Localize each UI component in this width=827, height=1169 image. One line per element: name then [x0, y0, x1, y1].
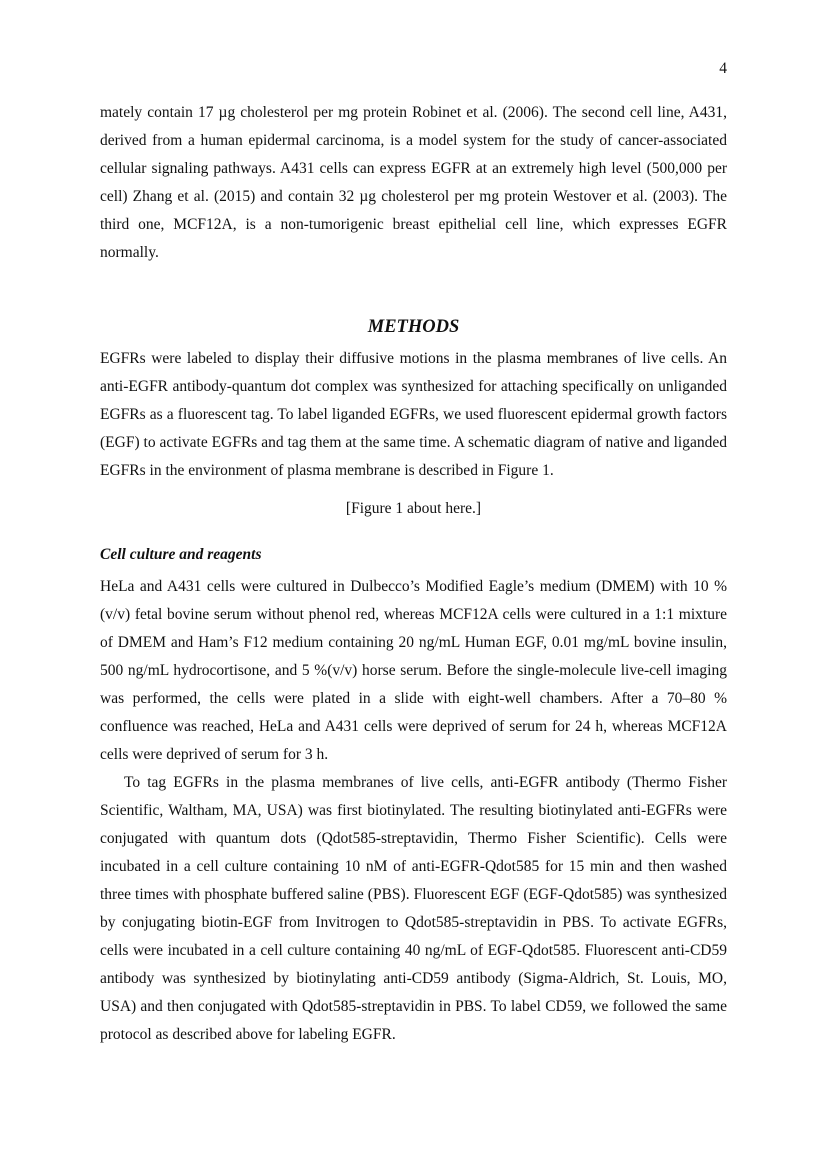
methods-paragraph: EGFRs were labeled to display their diffusive motions in the plasma membranes of live cells. An anti-EGFR antibody-quantum dot complex was synthesized for attaching specifically on unliganded EGFRs as a fluorescent tag. To label liganded EGFRs, we used fluorescent epidermal growth factors (EGF) to activate EGFRs and tag them at the same time. A schematic diagram of native and liganded EGFRs in the environment of plasma membrane is described in Figure 1. [100, 350, 727, 479]
intro-paragraph: mately contain 17 µg cholesterol per mg protein Robinet et al. (2006). The second cell line, A431, derived from a human epidermal carcinoma, is a model system for the study of cancer-associated cellular signaling pathways. A431 cells can express EGFR at an extremely high level (500,000 per cell) Zhang et al. (2015) and contain 32 µg cholesterol per mg protein Westover et al. (2003). The third one, MCF12A, is a non-tumorigenic breast epithelial cell line, which expresses EGFR normally. [100, 104, 727, 261]
page-content [100, 99, 727, 1049]
figure-placeholder-note: [Figure 1 about here.] [345, 500, 482, 517]
cell-culture-paragraph-2: To tag EGFRs in the plasma membranes of live cells, anti-EGFR antibody (Thermo Fisher Scientific, Waltham, MA, USA) was first biotinylated. The resulting biotinylated anti-EGFRs were conjugated with quantum dots (Qdot585-streptavidin, Thermo Fisher Scientific). Cells were incubated in a cell culture containing 10 nM of anti-EGFR-Qdot585 for 15 min and then washed three times with phosphate buffered saline (PBS). Fluorescent EGF (EGF-Qdot585) was synthesized by conjugating biotin-EGF from Invitrogen to Qdot585-streptavidin in PBS. To activate EGFRs, cells were incubated in a cell culture containing 40 ng/mL of EGF-Qdot585. Fluorescent anti-CD59 antibody was synthesized by biotinylating anti-CD59 antibody (Sigma-Aldrich, St. Louis, MO, USA) and then conjugated with Qdot585-streptavidin in PBS. To label CD59, we followed the same protocol as described above for labeling EGFR. [100, 774, 727, 1043]
cell-culture-heading: Cell culture and reagents [100, 546, 262, 563]
cell-culture-paragraph-1: HeLa and A431 cells were cultured in Dulbecco’s Modified Eagle’s medium (DMEM) with 10 % (v/v) fetal bovine serum without phenol red, whereas MCF12A cells were cultured in a 1:1 mixture of DMEM and Ham’s F12 medium containing 20 ng/mL Human EGF, 0.01 mg/mL bovine insulin, 500 ng/mL hydrocortisone, and 5 %(v/v) horse serum. Before the single-molecule live-cell imaging was performed, the cells were plated in a slide with eight-well chambers. After a 70–80 % confluence was reached, HeLa and A431 cells were deprived of serum for 24 h, whereas MCF12A cells were deprived of serum for 3 h. [100, 578, 727, 763]
methods-heading: METHODS [367, 317, 460, 337]
page-number: 4 [719, 60, 727, 77]
